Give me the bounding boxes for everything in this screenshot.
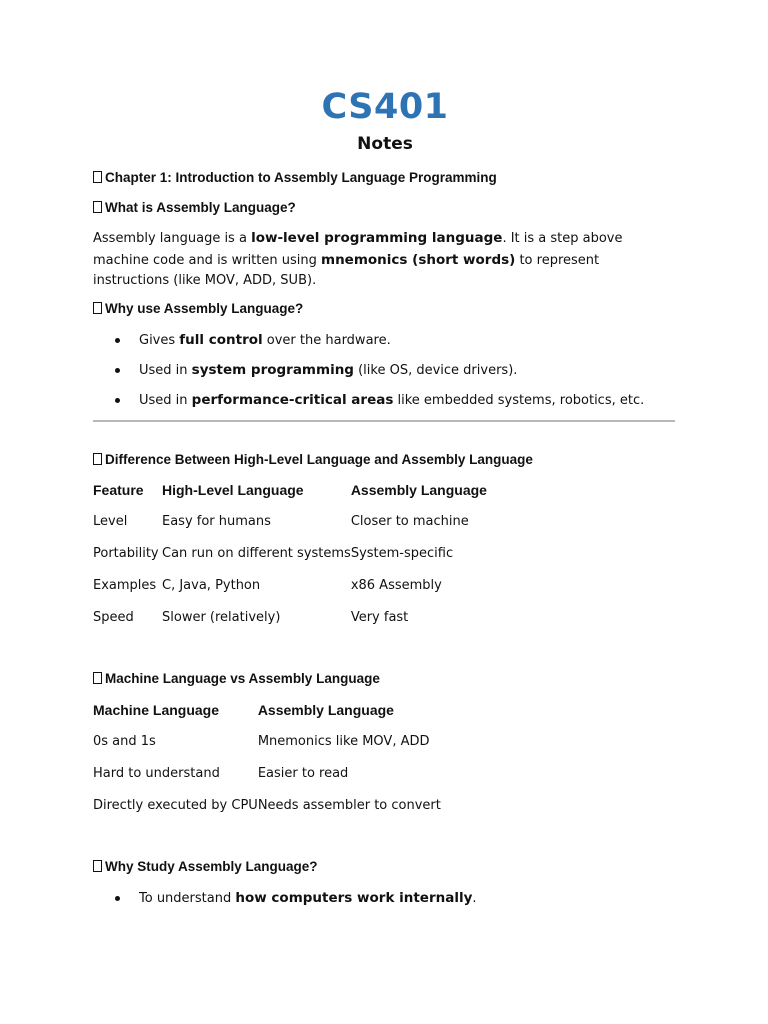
column-header: Assembly Language	[350, 482, 487, 498]
item-bold: system programming	[191, 362, 354, 378]
table-cell: Easy for humans	[162, 514, 271, 529]
intro-text-2: . It is a step above machine code and is written using	[93, 231, 623, 268]
difference-table	[93, 482, 487, 642]
item-bold: how computers work internally	[235, 890, 473, 906]
item-text: over the hardware.	[262, 333, 391, 348]
table-cell: Level	[93, 514, 128, 529]
item-text: To understand	[139, 891, 236, 906]
table-cell: Examples	[93, 578, 157, 593]
intro-paragraph	[93, 228, 677, 292]
missing-glyph-icon	[93, 453, 102, 465]
item-text: .	[472, 891, 477, 906]
why-use-heading-text: Why use Assembly Language?	[105, 301, 304, 316]
item-bold: full control	[179, 332, 263, 348]
document-page	[93, 0, 677, 1024]
item-text: like embedded systems, robotics, etc.	[393, 393, 645, 408]
list-item	[93, 331, 677, 361]
document-subtitle: Notes	[357, 134, 413, 154]
machine-heading	[93, 670, 380, 688]
table-row	[93, 798, 441, 830]
table-cell: Slower (relatively)	[162, 610, 281, 625]
missing-glyph-icon	[93, 302, 102, 314]
bullet-icon	[115, 896, 120, 901]
intro-text-3: to represent instructions (like MOV, ADD, SUB).	[93, 252, 600, 288]
difference-heading	[93, 451, 533, 469]
what-heading-text: What is Assembly Language?	[105, 200, 296, 215]
chapter-heading	[93, 169, 497, 187]
intro-bold-2: mnemonics (short words)	[321, 251, 516, 268]
why-use-heading	[93, 300, 303, 318]
table-cell: Easier to read	[257, 766, 349, 781]
table-row	[93, 734, 441, 766]
horizontal-divider	[93, 420, 675, 422]
why-use-list	[93, 331, 677, 421]
what-heading	[93, 199, 296, 217]
intro-text-1: Assembly language is a	[93, 231, 252, 246]
table-cell: Closer to machine	[350, 514, 469, 529]
missing-glyph-icon	[93, 860, 102, 872]
chapter-heading-text: Chapter 1: Introduction to Assembly Language Programming	[105, 170, 497, 185]
table-cell: Hard to understand	[93, 766, 220, 781]
table-row	[93, 610, 487, 642]
intro-bold-1: low-level programming language	[251, 230, 503, 246]
why-study-heading	[93, 858, 318, 876]
list-item	[93, 889, 677, 919]
table-row	[93, 546, 487, 578]
table-header-row	[93, 702, 441, 734]
table-cell: Needs assembler to convert	[257, 798, 441, 813]
table-cell: C, Java, Python	[162, 578, 261, 593]
table-header-row	[93, 482, 487, 514]
bullet-icon	[115, 338, 120, 343]
table-cell: Portability	[93, 546, 159, 561]
item-text: Used in	[139, 363, 192, 378]
why-study-list	[93, 889, 677, 919]
column-header: High-Level Language	[162, 482, 304, 498]
table-cell: x86 Assembly	[350, 578, 442, 593]
table-cell: Directly executed by CPU	[93, 798, 258, 813]
list-item	[93, 391, 677, 421]
table-cell: Very fast	[350, 610, 409, 625]
table-cell: 0s and 1s	[93, 734, 156, 749]
table-row	[93, 514, 487, 546]
column-header: Machine Language	[93, 702, 220, 718]
missing-glyph-icon	[93, 672, 102, 684]
item-text: Used in	[139, 393, 192, 408]
item-text: Gives	[139, 333, 180, 348]
column-header: Feature	[93, 482, 144, 498]
table-cell: System-specific	[350, 546, 454, 561]
difference-heading-text: Difference Between High-Level Language and Assembly Language	[105, 452, 533, 467]
table-cell: Speed	[93, 610, 134, 625]
document-title: CS401	[321, 87, 449, 127]
table-cell: Mnemonics like MOV, ADD	[257, 734, 430, 749]
missing-glyph-icon	[93, 201, 102, 213]
item-text: (like OS, device drivers).	[353, 363, 518, 378]
missing-glyph-icon	[93, 171, 102, 183]
table-cell: Can run on different systems	[162, 546, 351, 561]
column-header: Assembly Language	[257, 702, 394, 718]
table-row	[93, 578, 487, 610]
why-study-heading-text: Why Study Assembly Language?	[105, 859, 318, 874]
list-item	[93, 361, 677, 391]
machine-heading-text: Machine Language vs Assembly Language	[105, 671, 380, 686]
bullet-icon	[115, 398, 120, 403]
table-row	[93, 766, 441, 798]
machine-table	[93, 702, 441, 830]
bullet-icon	[115, 368, 120, 373]
item-bold: performance-critical areas	[191, 392, 394, 408]
